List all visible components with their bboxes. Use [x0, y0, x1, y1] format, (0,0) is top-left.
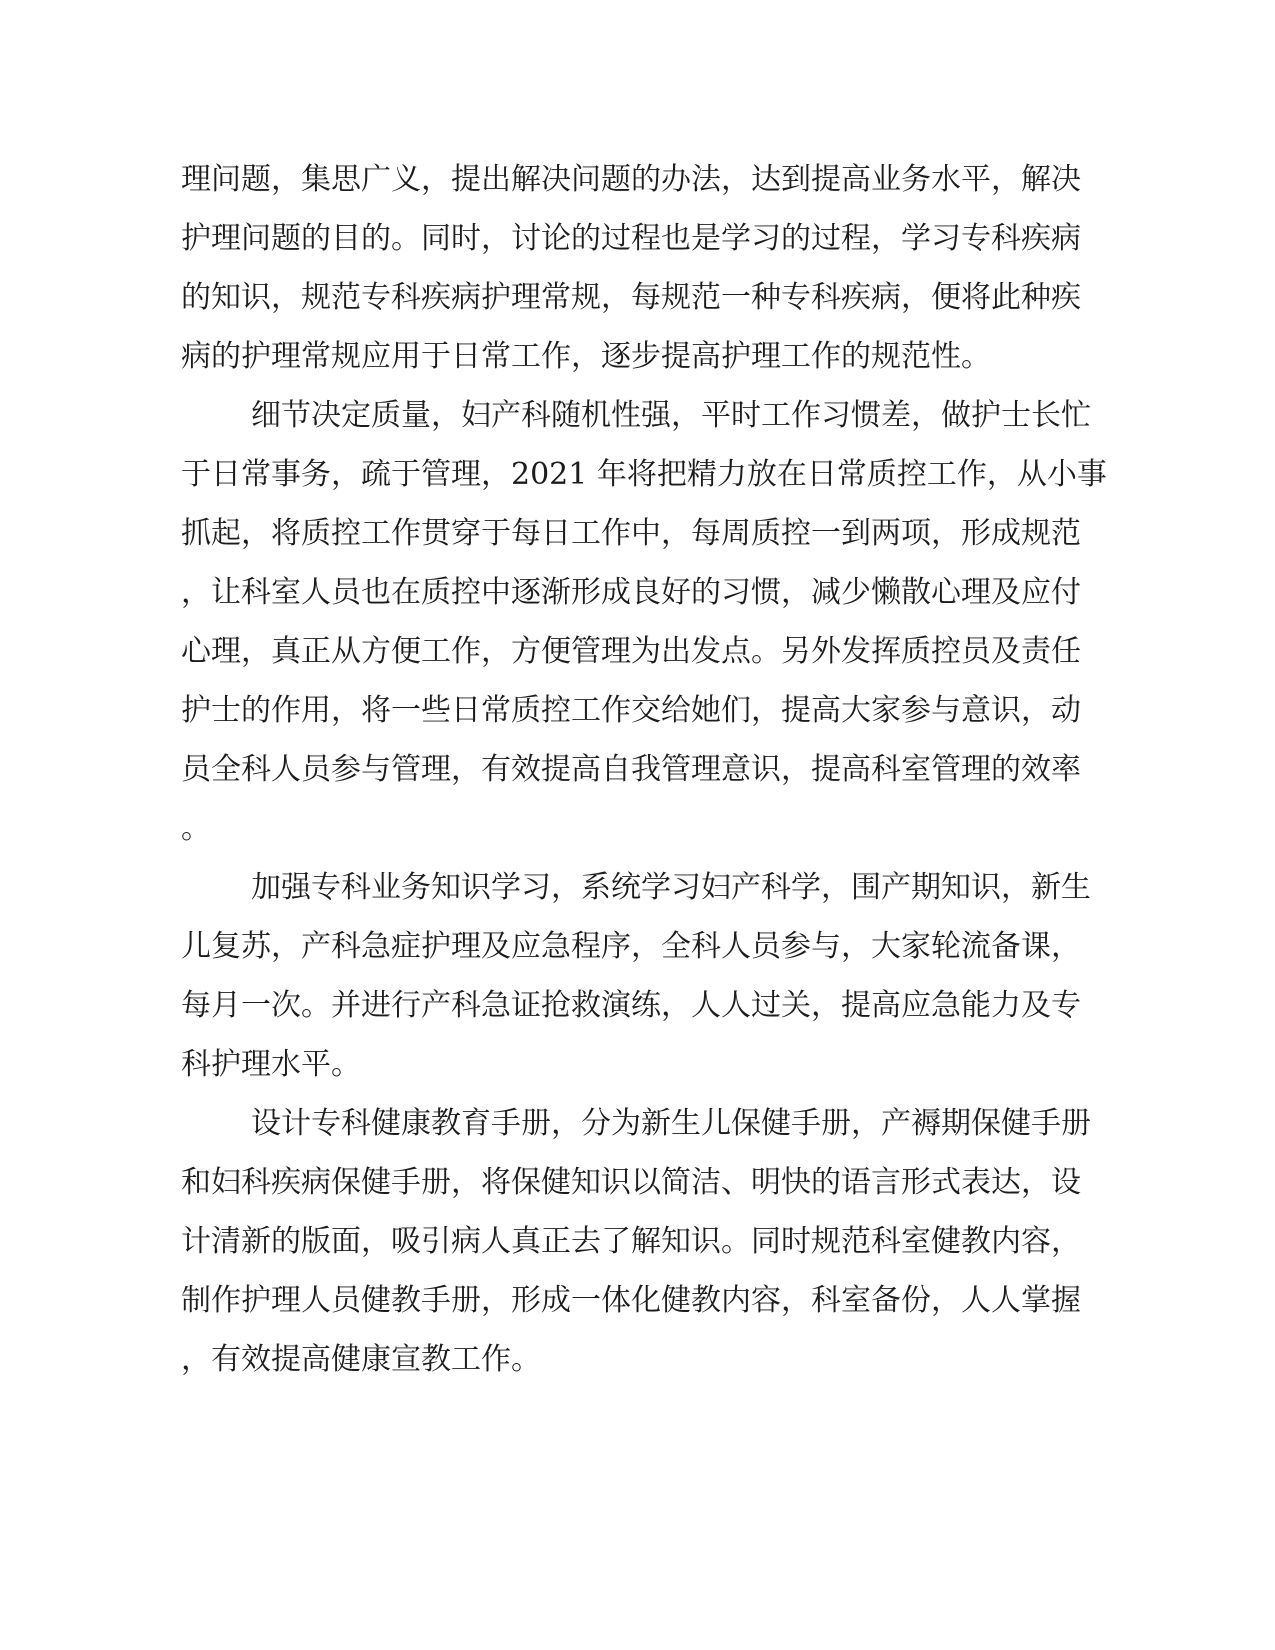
- paragraph-1-line-2: 护理问题的目的。同时，讨论的过程也是学习的过程，学习专科疾病: [181, 221, 1081, 256]
- paragraph-3-line-1: 加强专科业务知识学习，系统学习妇产科学，围产期知识，新生: [251, 870, 1091, 905]
- paragraph-2-line-4: ，让科室人员也在质控中逐渐形成良好的习惯，减少懒散心理及应付: [181, 575, 1081, 610]
- paragraph-2-line-8: 。: [181, 811, 211, 846]
- paragraph-4-line-3: 计清新的版面，吸引病人真正去了解知识。同时规范科室健教内容，: [181, 1224, 1081, 1259]
- paragraph-3-line-3: 每月一次。并进行产科急证抢救演练，人人过关，提高应急能力及专: [181, 988, 1081, 1023]
- paragraph-4-line-4: 制作护理人员健教手册，形成一体化健教内容，科室备份，人人掌握: [181, 1283, 1081, 1318]
- paragraph-1-line-4: 病的护理常规应用于日常工作，逐步提高护理工作的规范性。: [181, 339, 991, 374]
- paragraph-1-line-3: 的知识，规范专科疾病护理常规，每规范一种专科疾病，便将此种疾: [181, 280, 1081, 315]
- paragraph-2-line-3: 抓起，将质控工作贯穿于每日工作中，每周质控一到两项，形成规范: [181, 516, 1081, 551]
- paragraph-2-line-5: 心理，真正从方便工作，方便管理为出发点。另外发挥质控员及责任: [181, 634, 1081, 669]
- paragraph-2-line-2: 于日常事务，疏于管理，2021 年将把精力放在日常质控工作，从小事: [181, 457, 1107, 492]
- paragraph-2-line-6: 护士的作用，将一些日常质控工作交给她们，提高大家参与意识，动: [181, 693, 1081, 728]
- paragraph-4-line-1: 设计专科健康教育手册，分为新生儿保健手册，产褥期保健手册: [251, 1106, 1091, 1141]
- paragraph-3-line-4: 科护理水平。: [181, 1047, 361, 1082]
- paragraph-2-line-1: 细节决定质量，妇产科随机性强，平时工作习惯差，做护士长忙: [251, 398, 1091, 433]
- paragraph-4-line-2: 和妇科疾病保健手册，将保健知识以简洁、明快的语言形式表达，设: [181, 1165, 1081, 1200]
- paragraph-1-line-1: 理问题，集思广义，提出解决问题的办法，达到提高业务水平，解决: [181, 162, 1081, 197]
- paragraph-4-line-5: ，有效提高健康宣教工作。: [181, 1342, 541, 1377]
- paragraph-3-line-2: 儿复苏，产科急症护理及应急程序，全科人员参与，大家轮流备课，: [181, 929, 1081, 964]
- paragraph-2-line-7: 员全科人员参与管理，有效提高自我管理意识，提高科室管理的效率: [181, 752, 1081, 787]
